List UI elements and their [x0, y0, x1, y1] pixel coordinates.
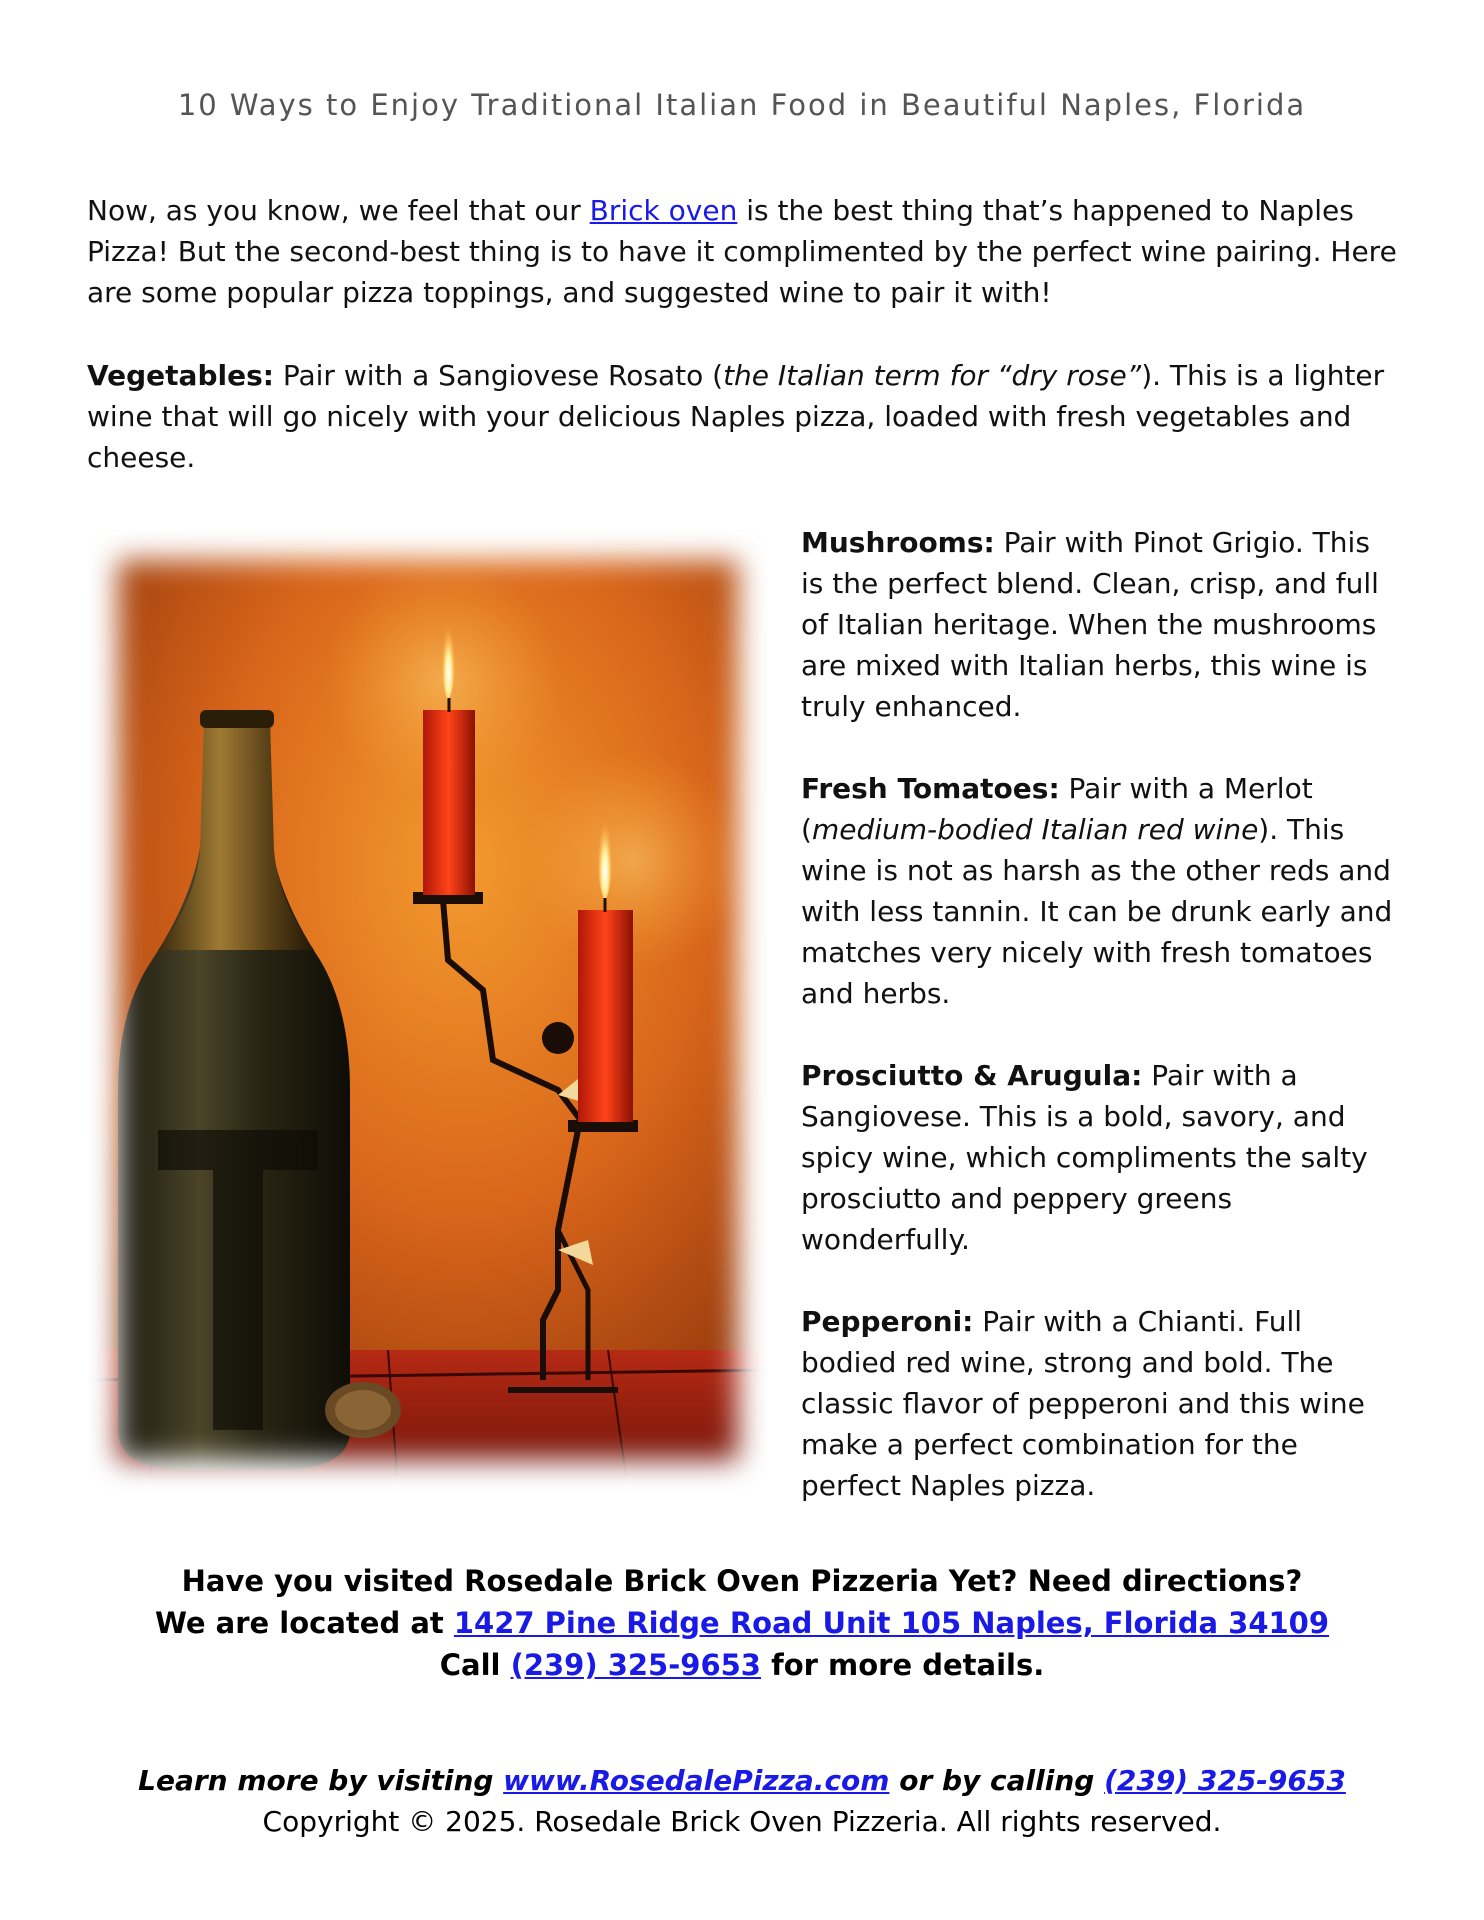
- vegetables-label: Vegetables:: [87, 359, 274, 392]
- brick-oven-link[interactable]: Brick oven: [589, 194, 738, 227]
- cta-details-text: for more details.: [761, 1648, 1045, 1682]
- website-link[interactable]: www.RosedalePizza.com: [503, 1764, 890, 1797]
- cta-call-text: Call: [439, 1648, 511, 1682]
- intro-text-2: is the best thing that’s happened to Naples Pizza! But the second-best thing is to have it complimented by the perfect wine pairing. Here are some popular pizza toppings, and suggested wine to pair it with!: [87, 194, 1397, 309]
- pairing-label: Prosciutto & Arugula:: [801, 1059, 1143, 1092]
- learn-more-text: Learn more by visiting: [138, 1764, 504, 1797]
- cta-located-text: We are located at: [154, 1606, 454, 1640]
- pairing-italic: medium-bodied Italian red wine: [811, 813, 1259, 846]
- pairing-text: ). This wine is not as harsh as the other reds and with less tannin. It can be drunk early and matches very nicely with fresh tomatoes and herbs.: [801, 813, 1393, 1010]
- pairing-pepperoni: [801, 1301, 1401, 1506]
- vegetables-italic: the Italian term for “dry rose”: [723, 359, 1142, 392]
- copyright-text: Copyright © 2025. Rosedale Brick Oven Pizzeria. All rights reserved.: [262, 1805, 1222, 1838]
- learn-more-line: [0, 1760, 1484, 1801]
- cta-line-2: [0, 1602, 1484, 1644]
- intro-paragraph: [87, 190, 1397, 313]
- wine-candles-photo: [88, 530, 768, 1490]
- intro-text-1: Now, as you know, we feel that our: [87, 194, 590, 227]
- directions-callout: [0, 1560, 1484, 1686]
- pairing-text: Pair with a Chianti. Full bodied red wine, strong and bold. The classic flavor of pepperoni and this wine make a perfect combination for the perfect Naples pizza.: [801, 1305, 1365, 1502]
- pairing-label: Mushrooms:: [801, 526, 995, 559]
- pairing-fresh-tomatoes: [801, 768, 1401, 1014]
- pairings-column: [801, 522, 1401, 1547]
- address-link[interactable]: 1427 Pine Ridge Road Unit 105 Naples, Florida 34109: [453, 1606, 1330, 1640]
- learn-more-middle: or by calling: [889, 1764, 1105, 1797]
- footer-phone-link[interactable]: (239) 325-9653: [1104, 1764, 1346, 1797]
- pairing-label: Pepperoni:: [801, 1305, 974, 1338]
- cta-line-1: Have you visited Rosedale Brick Oven Pizzeria Yet? Need directions?: [181, 1564, 1303, 1598]
- pairing-mushrooms: [801, 522, 1401, 727]
- document-header: 10 Ways to Enjoy Traditional Italian Food in Beautiful Naples, Florida: [177, 88, 1307, 122]
- vegetables-paragraph: [87, 355, 1397, 478]
- pairing-text: Pair with a Merlot (: [801, 772, 1313, 846]
- vegetables-text-1: Pair with a Sangiovese Rosato (: [273, 359, 724, 392]
- pairing-text: Pair with a Sangiovese. This is a bold, savory, and spicy wine, which compliments the salty prosciutto and peppery greens wonderfully.: [801, 1059, 1368, 1256]
- phone-link[interactable]: (239) 325-9653: [510, 1648, 761, 1682]
- cta-line-3: [0, 1644, 1484, 1686]
- pairing-prosciutto-arugula: [801, 1055, 1401, 1260]
- pairing-label: Fresh Tomatoes:: [801, 772, 1060, 805]
- vegetables-text-2: ). This is a lighter wine that will go nicely with your delicious Naples pizza, loaded with fresh vegetables and cheese.: [87, 359, 1385, 474]
- document-footer: [0, 1760, 1484, 1842]
- pairing-text: Pair with Pinot Grigio. This is the perfect blend. Clean, crisp, and full of Italian heritage. When the mushrooms are mixed with Italian herbs, this wine is truly enhanced.: [801, 526, 1379, 723]
